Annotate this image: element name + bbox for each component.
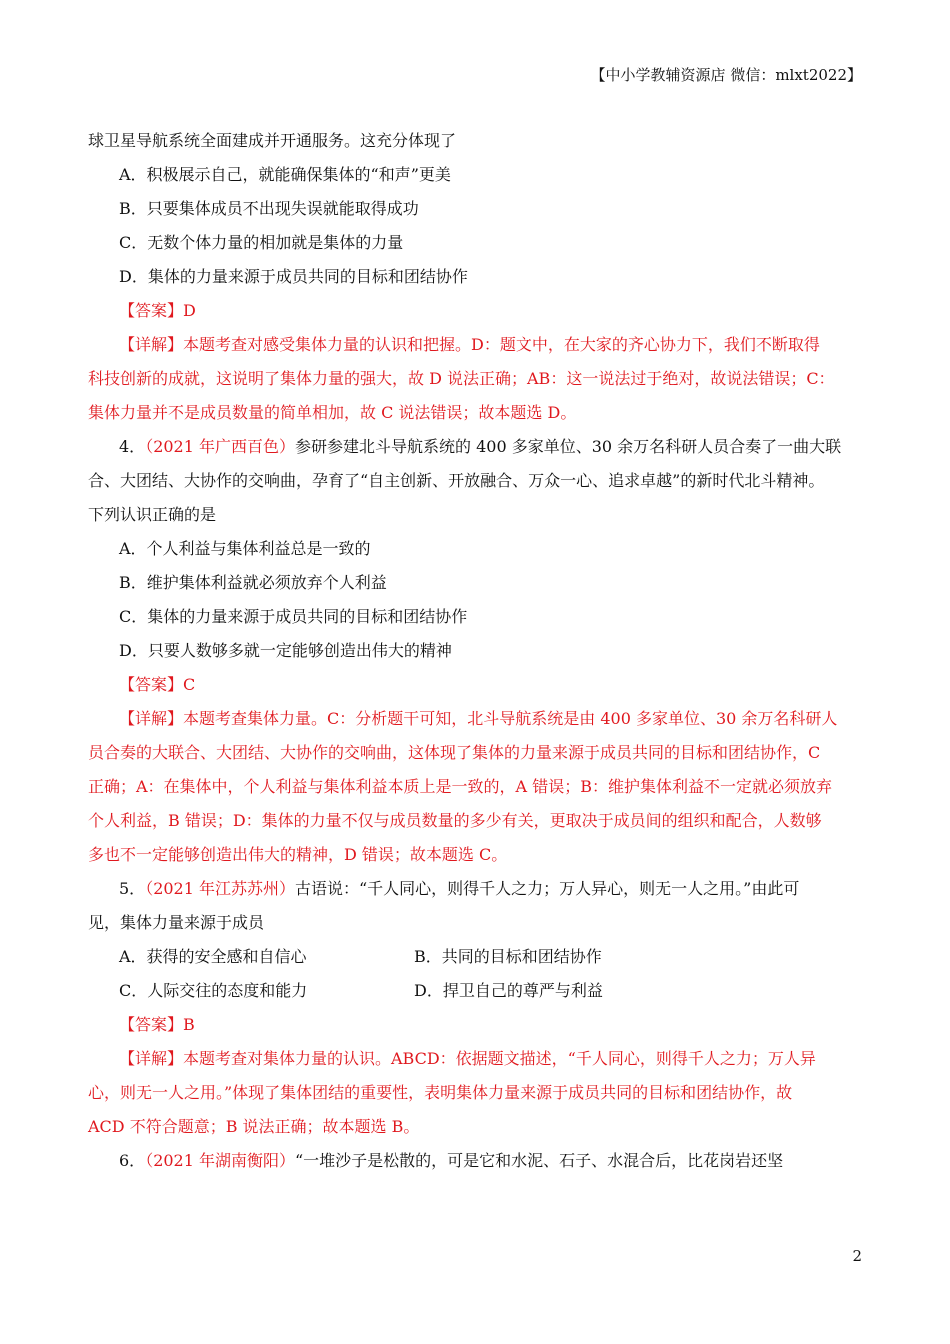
q3-option-b: B．只要集体成员不出现失误就能取得成功 <box>119 199 419 218</box>
q5-option-b: B．共同的目标和团结协作 <box>414 947 602 966</box>
q4-option-b: B．维护集体利益就必须放弃个人利益 <box>119 573 387 592</box>
q4-option-d: D．只要人数够多就一定能够创造出伟大的精神 <box>119 641 452 660</box>
q3-option-d: D．集体的力量来源于成员共同的目标和团结协作 <box>119 267 468 286</box>
q4-source: （2021 年广西百色） <box>145 437 295 456</box>
q5-stem-2: 见，集体力量来源于成员 <box>88 913 265 932</box>
q5-stem-1 <box>88 872 868 906</box>
q4-answer: 【答案】C <box>119 675 196 694</box>
q3-explain-2: 科技创新的成就，这说明了集体力量的强大，故 D 说法正确；AB：这一说法过于绝对，故说法错误；C： <box>88 369 835 388</box>
page-header: 【中小学教辅资源店 微信：mlxt2022】 <box>590 66 862 84</box>
q5-explain-3: ACD 不符合题意；B 说法正确；故本题选 B。 <box>88 1117 420 1136</box>
q3-option-c: C．无数个体力量的相加就是集体的力量 <box>119 233 404 252</box>
q4-explain-2: 员合奏的大联合、大团结、大协作的交响曲，这体现了集体的力量来源于成员共同的目标和团结协作，C <box>88 743 821 762</box>
q3-answer: 【答案】D <box>119 301 196 320</box>
q6-stem-1 <box>88 1144 868 1178</box>
q5-explain-2: 心，则无一人之用。”体现了集体团结的重要性，表明集体力量来源于成员共同的目标和团结协作，故 <box>88 1083 793 1102</box>
page-number: 2 <box>852 1247 862 1265</box>
q5-options-row-1 <box>88 940 868 974</box>
q5-source: （2021 年江苏苏州） <box>145 879 295 898</box>
q4-stem-2: 合、大团结、大协作的交响曲，孕育了“自主创新、开放融合、万众一心、追求卓越”的新时代北斗精神。 <box>88 471 825 490</box>
q5-number: 5． <box>119 879 146 898</box>
q4-explain-3: 正确；A：在集体中，个人利益与集体利益本质上是一致的，A 错误；B：维护集体利益不一定就必须放弃 <box>88 777 832 796</box>
q4-explain-4: 个人利益，B 错误；D：集体的力量不仅与成员数量的多少有关，更取决于成员间的组织和配合，人数够 <box>88 811 822 830</box>
q6-number: 6． <box>119 1151 146 1170</box>
q5-option-c: C．人际交往的态度和能力 <box>119 981 308 1000</box>
q5-stem-text: 古语说：“千人同心，则得千人之力；万人异心，则无一人之用。”由此可 <box>295 879 800 898</box>
q6-source: （2021 年湖南衡阳） <box>145 1151 295 1170</box>
q4-number: 4． <box>119 437 146 456</box>
page-content <box>88 124 868 1178</box>
q3-stem: 球卫星导航系统全面建成并开通服务。这充分体现了 <box>88 131 457 150</box>
q5-explain-1: 【详解】本题考查对集体力量的认识。ABCD：依据题文描述，“千人同心，则得千人之力；万人异 <box>119 1049 816 1068</box>
q3-explain-3: 集体力量并不是成员数量的简单相加，故 C 说法错误；故本题选 D。 <box>88 403 577 422</box>
q4-stem-text: 参研参建北斗导航系统的 400 多家单位、30 余万名科研人员合奏了一曲大联 <box>295 437 842 456</box>
q3-option-a: A．积极展示自己，就能确保集体的“和声”更美 <box>119 165 451 184</box>
q5-option-d: D．捍卫自己的尊严与利益 <box>414 981 603 1000</box>
q5-option-a: A．获得的安全感和自信心 <box>119 947 307 966</box>
q4-stem-3: 下列认识正确的是 <box>88 505 217 524</box>
q4-option-a: A．个人利益与集体利益总是一致的 <box>119 539 371 558</box>
q4-explain-5: 多也不一定能够创造出伟大的精神，D 错误；故本题选 C。 <box>88 845 508 864</box>
q5-options-row-2 <box>88 974 868 1008</box>
q3-explain-1: 【详解】本题考查对感受集体力量的认识和把握。D：题文中，在大家的齐心协力下，我们不断取得 <box>119 335 820 354</box>
q4-explain-1: 【详解】本题考查集体力量。C：分析题干可知，北斗导航系统是由 400 多家单位、30 余万名科研人 <box>119 709 838 728</box>
q6-stem-text: “一堆沙子是松散的，可是它和水泥、石子、水混合后，比花岗岩还坚 <box>295 1151 784 1170</box>
q4-stem-1 <box>88 430 868 464</box>
q4-option-c: C．集体的力量来源于成员共同的目标和团结协作 <box>119 607 468 626</box>
q5-answer: 【答案】B <box>119 1015 195 1034</box>
